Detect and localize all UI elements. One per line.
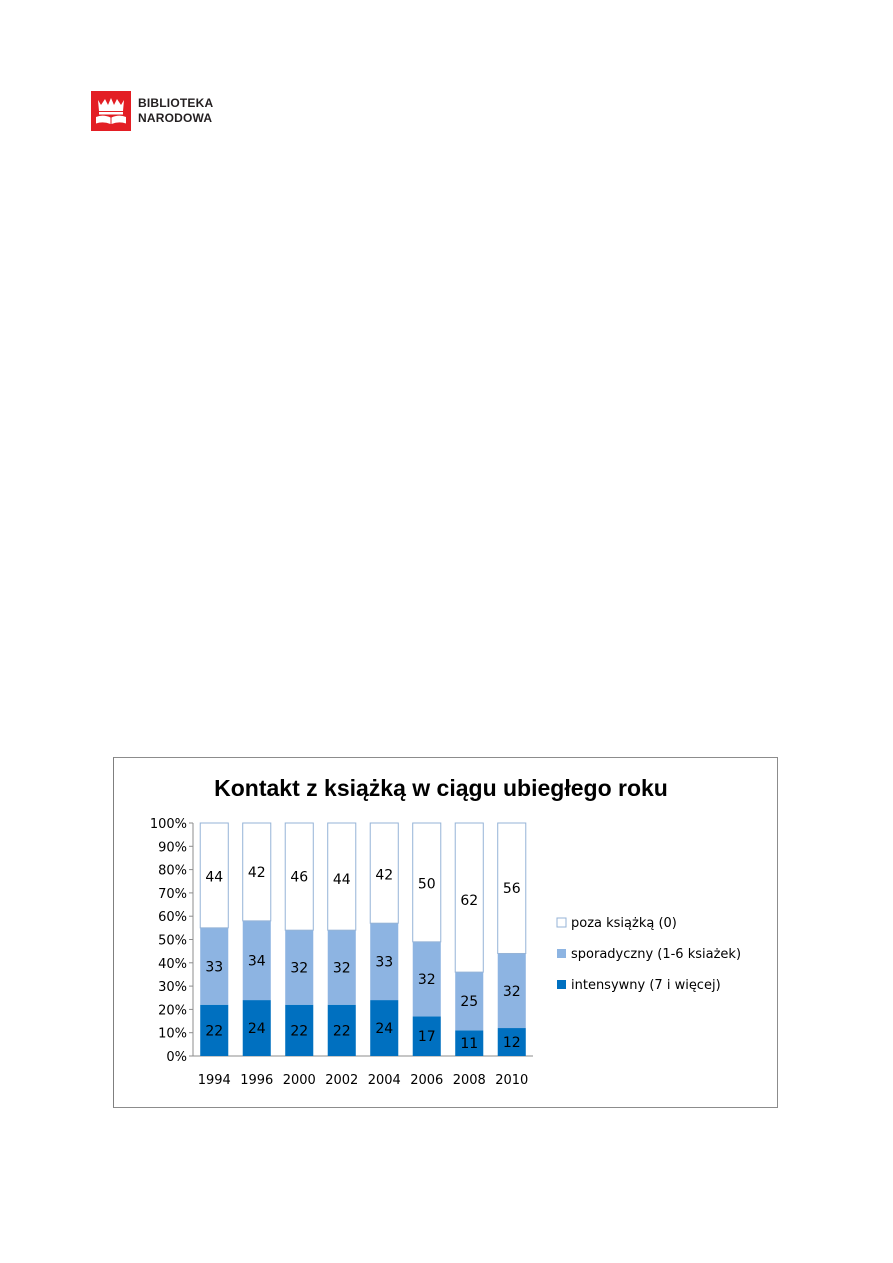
data-label: 32 xyxy=(332,960,351,977)
y-tick-label: 100% xyxy=(149,817,187,832)
data-label: 22 xyxy=(205,1023,224,1040)
data-label: 44 xyxy=(332,871,351,888)
logo-text xyxy=(138,96,213,126)
y-tick-label: 10% xyxy=(158,1026,187,1042)
data-label: 46 xyxy=(290,869,309,886)
y-tick-label: 80% xyxy=(158,863,187,879)
y-tick-label: 50% xyxy=(158,933,187,949)
data-label: 24 xyxy=(247,1021,266,1038)
data-label: 32 xyxy=(290,960,309,977)
legend-swatch xyxy=(557,918,566,927)
y-tick-label: 30% xyxy=(158,980,187,996)
biblioteka-narodowa-logo xyxy=(91,91,221,131)
x-tick-label: 1996 xyxy=(240,1073,274,1088)
legend-swatch xyxy=(557,980,566,989)
crown-book-icon xyxy=(91,91,131,131)
y-tick-label: 40% xyxy=(158,956,187,972)
data-label: 12 xyxy=(502,1035,521,1052)
data-label: 42 xyxy=(247,864,266,881)
y-tick-label: 70% xyxy=(158,886,187,902)
data-label: 11 xyxy=(460,1036,479,1053)
x-tick-label: 2008 xyxy=(452,1073,486,1088)
data-label: 22 xyxy=(332,1023,351,1040)
data-label: 50 xyxy=(417,876,436,893)
data-label: 34 xyxy=(247,953,266,970)
legend-entry: sporadyczny (1-6 ksiażek) xyxy=(571,947,742,962)
y-tick-label: 20% xyxy=(158,1003,187,1019)
legend-entry: intensywny (7 i więcej) xyxy=(571,978,721,993)
data-label: 42 xyxy=(375,867,394,884)
chart-frame xyxy=(113,757,778,1108)
data-label: 32 xyxy=(502,983,521,1000)
x-tick-label: 1994 xyxy=(197,1073,231,1088)
data-label: 24 xyxy=(375,1021,394,1038)
data-label: 32 xyxy=(417,972,436,989)
x-tick-label: 2010 xyxy=(495,1073,529,1088)
legend-swatch xyxy=(557,949,566,958)
y-tick-label: 90% xyxy=(158,840,187,856)
legend-entry: poza książką (0) xyxy=(571,916,677,931)
y-tick-label: 60% xyxy=(158,910,187,926)
data-label: 33 xyxy=(375,954,394,971)
data-label: 22 xyxy=(290,1023,309,1040)
data-label: 44 xyxy=(205,869,224,886)
stacked-bar-chart xyxy=(114,758,777,1107)
logo-line-1: BIBLIOTEKA xyxy=(138,96,214,110)
x-tick-label: 2000 xyxy=(282,1073,316,1088)
data-label: 33 xyxy=(205,959,224,976)
logo-line-2: NARODOWA xyxy=(138,111,213,125)
x-tick-label: 2002 xyxy=(325,1073,359,1088)
data-label: 25 xyxy=(460,994,479,1011)
chart-title: Kontakt z książką w ciągu ubiegłego roku xyxy=(214,775,668,801)
data-label: 62 xyxy=(460,892,479,909)
data-label: 56 xyxy=(502,881,521,898)
data-label: 17 xyxy=(417,1029,436,1046)
x-tick-label: 2004 xyxy=(367,1073,401,1088)
x-tick-label: 2006 xyxy=(410,1073,444,1088)
y-tick-label: 0% xyxy=(166,1050,187,1065)
